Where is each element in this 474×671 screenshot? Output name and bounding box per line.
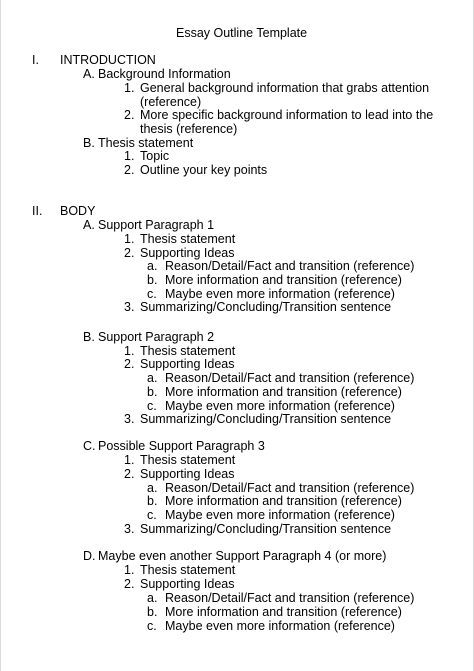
outline-subsubitem: Reason/Detail/Fact and transition (reference) (165, 591, 415, 605)
outline-number: 2. (124, 577, 135, 591)
outline-letter-small: a. (147, 259, 158, 273)
outline-number: 2. (124, 357, 135, 371)
outline-subitem-continued: thesis (reference) (140, 122, 238, 136)
outline-subitem: Supporting Ideas (140, 467, 235, 481)
outline-subsubitem: More information and transition (reference) (165, 273, 402, 287)
outline-subitem: Thesis statement (140, 453, 236, 467)
outline-number: 1. (124, 149, 135, 163)
outline-subsubitem: More information and transition (reference) (165, 605, 402, 619)
outline-item: Thesis statement (98, 136, 194, 150)
document-title: Essay Outline Template (176, 26, 308, 40)
outline-letter: C. (83, 439, 96, 453)
outline-subsubitem: Maybe even more information (reference) (165, 508, 395, 522)
outline-letter-small: b. (147, 273, 158, 287)
outline-subitem: More specific background information to lead into the (140, 108, 434, 122)
outline-subitem-continued: (reference) (140, 95, 202, 109)
section-heading: BODY (60, 204, 96, 218)
outline-letter: B. (83, 136, 95, 150)
outline-subsubitem: More information and transition (reference) (165, 385, 402, 399)
outline-subitem: Supporting Ideas (140, 577, 235, 591)
outline-letter-small: b. (147, 605, 158, 619)
outline-letter: B. (83, 330, 95, 344)
outline-subsubitem: More information and transition (reference) (165, 494, 402, 508)
outline-letter: D. (83, 549, 96, 563)
outline-number: 2. (124, 467, 135, 481)
outline-number: 1. (124, 81, 135, 95)
outline-number: 2. (124, 163, 135, 177)
outline-number: 3. (124, 412, 135, 426)
outline-letter-small: b. (147, 494, 158, 508)
outline-subitem: Summarizing/Concluding/Transition sentence (140, 412, 392, 426)
outline-letter-small: a. (147, 371, 158, 385)
outline-letter: A. (83, 218, 95, 232)
outline-letter-small: b. (147, 385, 158, 399)
outline-subsubitem: Reason/Detail/Fact and transition (reference) (165, 259, 415, 273)
section-numeral: II. (32, 204, 43, 218)
outline-subitem: Thesis statement (140, 563, 236, 577)
outline-subitem: Topic (140, 149, 170, 163)
outline-subsubitem: Maybe even more information (reference) (165, 287, 395, 301)
outline-subitem: Supporting Ideas (140, 246, 235, 260)
outline-item: Possible Support Paragraph 3 (98, 439, 265, 453)
outline-number: 1. (124, 453, 135, 467)
outline-subitem: General background information that grabs attention (140, 81, 430, 95)
outline-subsubitem: Reason/Detail/Fact and transition (reference) (165, 481, 415, 495)
outline-number: 1. (124, 344, 135, 358)
outline-letter-small: a. (147, 481, 158, 495)
outline-subitem: Thesis statement (140, 344, 236, 358)
section-heading: INTRODUCTION (60, 53, 156, 67)
outline-number: 3. (124, 522, 135, 536)
outline-subitem: Summarizing/Concluding/Transition sentence (140, 522, 392, 536)
section-numeral: I. (32, 53, 39, 67)
outline-subitem: Thesis statement (140, 232, 236, 246)
outline-letter: A. (83, 67, 95, 81)
outline-item: Support Paragraph 1 (98, 218, 215, 232)
outline-number: 1. (124, 563, 135, 577)
outline-subitem: Supporting Ideas (140, 357, 235, 371)
outline-subsubitem: Reason/Detail/Fact and transition (reference) (165, 371, 415, 385)
outline-number: 1. (124, 232, 135, 246)
outline-number: 2. (124, 108, 135, 122)
outline-item: Support Paragraph 2 (98, 330, 215, 344)
outline-subsubitem: Maybe even more information (reference) (165, 399, 395, 413)
outline-letter-small: c. (147, 399, 157, 413)
outline-item: Background Information (98, 67, 231, 81)
outline-subitem: Summarizing/Concluding/Transition sentence (140, 300, 392, 314)
outline-subitem: Outline your key points (140, 163, 268, 177)
outline-number: 3. (124, 300, 135, 314)
outline-letter-small: a. (147, 591, 158, 605)
outline-item: Maybe even another Support Paragraph 4 (or more) (98, 549, 387, 563)
outline-letter-small: c. (147, 287, 157, 301)
outline-number: 2. (124, 246, 135, 260)
outline-subsubitem: Maybe even more information (reference) (165, 619, 395, 633)
outline-letter-small: c. (147, 619, 157, 633)
outline-letter-small: c. (147, 508, 157, 522)
